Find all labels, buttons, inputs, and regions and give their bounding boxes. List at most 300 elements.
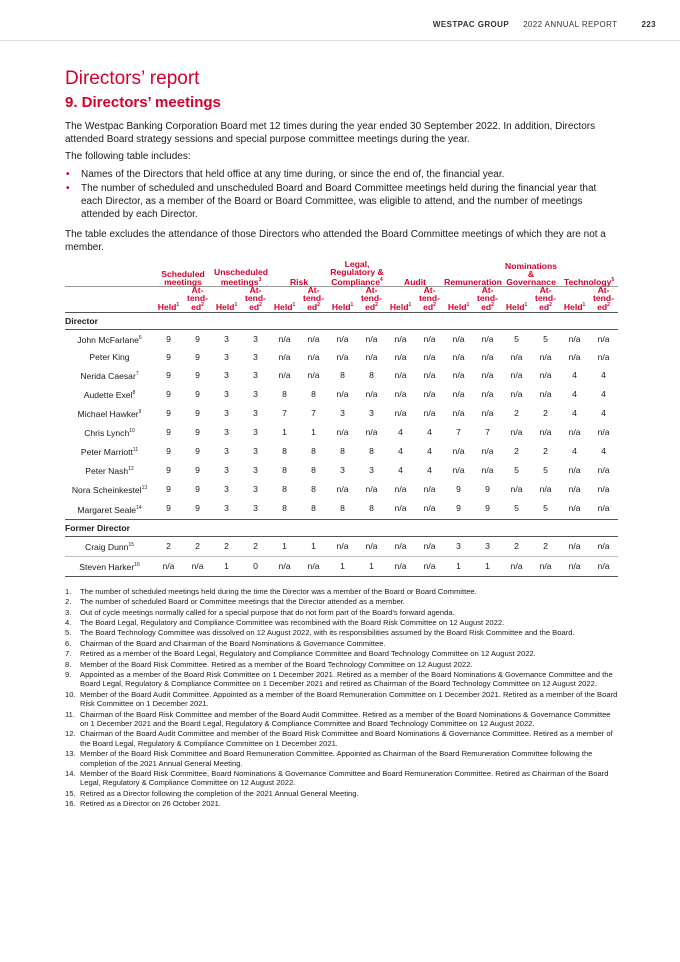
meeting-count-cell: n/a [568, 351, 581, 362]
bullet-item [65, 169, 618, 182]
meeting-count-cell: 5 [543, 333, 548, 344]
meeting-count-cell: 1 [212, 556, 241, 576]
meeting-count-cell: 3 [485, 540, 490, 551]
meeting-count-cell: 4 [572, 389, 577, 400]
superscript-ref: 1 [582, 302, 586, 309]
meeting-count-cell: n/a [299, 556, 328, 576]
held-label: Held [215, 302, 235, 313]
footnote-item [65, 789, 618, 798]
meeting-count-cell: 3 [253, 351, 258, 362]
meeting-count-cell: 9 [166, 465, 171, 476]
director-name-cell [65, 480, 154, 499]
meeting-count-cell: n/a [539, 389, 552, 400]
director-name-cell [65, 366, 154, 385]
meeting-count-cell: n/a [481, 389, 494, 400]
meeting-count-cell: n/a [510, 427, 523, 438]
group-label: Nominations & Governance [505, 261, 558, 288]
table-section-row [65, 312, 618, 329]
held-header [270, 287, 299, 313]
meeting-count-cell: 3 [224, 427, 229, 438]
director-name-cell [65, 349, 154, 366]
meeting-count-cell: 4 [601, 370, 606, 381]
footnote-number: 10. [65, 689, 76, 699]
meeting-count-cell: 3 [224, 446, 229, 457]
superscript-ref: 1 [524, 302, 528, 309]
meeting-count-cell: 9 [195, 427, 200, 438]
meeting-count-cell: 9 [195, 408, 200, 419]
group-label: Unscheduled meetings [214, 267, 268, 288]
meeting-count-cell: n/a [415, 556, 444, 576]
company-name: WESTPAC GROUP [432, 20, 510, 29]
meeting-count-cell: 5 [514, 333, 519, 344]
footnote-text: Retired as a member of the Board Legal, Regulatory and Compliance Committee and Board Technology Committee on 12 August 2022. [80, 649, 536, 659]
meeting-count-cell: n/a [365, 333, 378, 344]
meeting-count-cell: 3 [253, 389, 258, 400]
director-name: Margaret Seale [77, 504, 137, 515]
footnote-text: Member of the Board Risk Committee and Board Remuneration Committee. Appointed as Chairman of the Board Remuneration Committee following the completion of the 2021 Annual General Meeting. [80, 749, 593, 768]
meeting-count-cell: n/a [510, 370, 523, 381]
superscript-ref: 2 [549, 302, 552, 309]
exclusion-note: The table excludes the attendance of those Directors who attended the Board Committee meetings of which they are not a member. [65, 229, 606, 253]
meeting-count-cell: 5 [514, 503, 519, 514]
meeting-count-cell: 2 [253, 540, 258, 551]
footnote-item [65, 799, 618, 808]
table-row [65, 349, 618, 366]
meeting-count-cell: n/a [386, 556, 415, 576]
meeting-count-cell: 9 [195, 333, 200, 344]
meeting-count-cell: 3 [253, 503, 258, 514]
meeting-count-cell: n/a [481, 408, 494, 419]
meeting-count-cell: 7 [311, 408, 316, 419]
meeting-count-cell: 3 [224, 408, 229, 419]
attended-header [357, 287, 386, 313]
superscript-ref: 5 [611, 277, 615, 284]
page-number: 223 [641, 20, 656, 29]
meeting-count-cell: 4 [572, 370, 577, 381]
meeting-count-cell: 2 [514, 540, 519, 551]
table-row [65, 423, 618, 442]
superscript-ref: 16 [134, 561, 140, 568]
superscript-ref: 14 [136, 504, 142, 511]
bullet-icon: • [66, 168, 70, 180]
meeting-count-cell: n/a [452, 408, 465, 419]
footnote-text: The number of scheduled meetings held during the time the Director was a member of the Board or Board Committee. [80, 586, 477, 596]
bullet-item [65, 183, 618, 221]
meeting-count-cell: n/a [394, 484, 407, 495]
meeting-count-cell: 3 [456, 540, 461, 551]
meeting-count-cell: 9 [456, 484, 461, 495]
footnote-text: Chairman of the Board and Chairman of the Board Nominations & Governance Committee. [80, 638, 386, 648]
meeting-count-cell: n/a [336, 389, 349, 400]
meeting-count-cell: n/a [336, 351, 349, 362]
running-header [433, 20, 656, 29]
held-label: Held [447, 302, 467, 313]
superscript-ref: 2 [607, 302, 610, 309]
attended-label: At-tend-ed [535, 285, 557, 313]
footnote-text: Retired as a Director following the completion of the 2021 Annual General Meeting. [80, 788, 359, 798]
meeting-count-cell: 1 [311, 427, 316, 438]
meeting-count-cell: 4 [427, 465, 432, 476]
meeting-count-cell: n/a [452, 351, 465, 362]
attended-label: At-tend-ed [245, 285, 267, 313]
footnote-text: Retired as a Director on 26 October 2021. [80, 799, 221, 809]
meeting-count-cell: n/a [597, 503, 610, 514]
meeting-count-cell: n/a [597, 333, 610, 344]
meeting-count-cell: 8 [282, 446, 287, 457]
meeting-count-cell: 1 [473, 556, 502, 576]
superscript-ref: 9 [138, 409, 142, 416]
meeting-count-cell: 9 [485, 503, 490, 514]
footnote-number: 5. [65, 628, 72, 638]
director-name: Steven Harker [79, 561, 135, 572]
meeting-count-cell: 1 [328, 556, 357, 576]
superscript-ref: 10 [129, 428, 135, 435]
meeting-count-cell: 3 [253, 333, 258, 344]
attended-header [473, 287, 502, 313]
meeting-count-cell: n/a [481, 333, 494, 344]
table-row [65, 556, 618, 576]
meeting-count-cell: n/a [423, 503, 436, 514]
meeting-count-cell: 8 [282, 465, 287, 476]
meeting-count-cell: 9 [166, 333, 171, 344]
column-group-header [270, 260, 328, 286]
footnote-number: 11. [65, 709, 75, 719]
director-name-cell [65, 404, 154, 423]
held-header [328, 287, 357, 313]
footnote-text: Chairman of the Board Risk Committee and member of the Board Audit Committee. Retired as a member of the Board Nominations & Governance Committee on 1 December 2021 and the Board Legal, Regulatory & Compliance Committee and Board Technology Committee on 12 August 2022. [80, 709, 611, 729]
attended-label: At-tend-ed [187, 285, 209, 313]
footnote-number: 3. [65, 607, 72, 617]
group-label: Scheduled meetings [161, 269, 205, 288]
meeting-count-cell: 3 [340, 408, 345, 419]
superscript-ref: 2 [375, 302, 378, 309]
section-label: Director [65, 312, 618, 329]
superscript-ref: 1 [408, 302, 412, 309]
meeting-count-cell: 3 [224, 484, 229, 495]
meeting-count-cell: n/a [568, 540, 581, 551]
table-row [65, 480, 618, 499]
meeting-count-cell: n/a [597, 351, 610, 362]
name-column-header [65, 287, 154, 313]
meeting-count-cell: n/a [423, 389, 436, 400]
director-name: Michael Hawker [77, 409, 139, 420]
held-header [386, 287, 415, 313]
meeting-count-cell: n/a [365, 351, 378, 362]
bullet-list [65, 169, 618, 221]
meeting-count-cell: n/a [481, 465, 494, 476]
meeting-count-cell: 9 [195, 484, 200, 495]
meeting-count-cell: n/a [568, 427, 581, 438]
meeting-count-cell: 8 [282, 503, 287, 514]
table-row [65, 366, 618, 385]
group-label: Legal, Regulatory & Compliance [330, 259, 384, 288]
meeting-count-cell: 4 [601, 389, 606, 400]
director-name: Peter Marriott [80, 447, 133, 458]
meeting-count-cell: n/a [452, 333, 465, 344]
attended-header [415, 287, 444, 313]
meeting-count-cell: 8 [282, 389, 287, 400]
meeting-count-cell: n/a [568, 333, 581, 344]
meeting-count-cell: n/a [423, 333, 436, 344]
table-row [65, 461, 618, 480]
intro-paragraph: The Westpac Banking Corporation Board met 12 times during the year ended 30 September 2022. In addition, Directors attended Board strategy sessions and special purpose committee meetings during the year. [65, 121, 596, 145]
meeting-count-cell: 9 [166, 351, 171, 362]
footnote-text: The Board Legal, Regulatory and Compliance Committee was recombined with the Board Risk Committee on 12 August 2022. [80, 617, 505, 627]
table-section-row [65, 519, 618, 536]
footnote-item [65, 710, 618, 729]
meeting-count-cell: 8 [369, 370, 374, 381]
superscript-ref: 2 [259, 302, 262, 309]
director-name: Nerida Caesar [80, 370, 136, 381]
meeting-count-cell: 9 [166, 503, 171, 514]
meeting-count-cell: 2 [514, 408, 519, 419]
footnote-item [65, 660, 618, 669]
meeting-count-cell: 3 [369, 408, 374, 419]
superscript-ref: 8 [132, 390, 136, 397]
footnote-number: 15. [65, 788, 76, 798]
meeting-count-cell: 4 [601, 446, 606, 457]
footnote-item [65, 690, 618, 709]
meeting-count-cell: 1 [282, 427, 287, 438]
meeting-count-cell: 9 [195, 389, 200, 400]
meeting-count-cell: n/a [278, 333, 291, 344]
meeting-count-cell: 7 [485, 427, 490, 438]
superscript-ref: 1 [466, 302, 470, 309]
meeting-count-cell: 9 [166, 446, 171, 457]
meeting-count-cell: n/a [510, 389, 523, 400]
held-header [560, 287, 589, 313]
meeting-count-cell: 8 [369, 503, 374, 514]
table-row [65, 500, 618, 520]
meeting-count-cell: 9 [166, 370, 171, 381]
held-label: Held [505, 302, 525, 313]
table-row [65, 442, 618, 461]
footnote-item [65, 628, 618, 637]
attended-header [589, 287, 618, 313]
meeting-count-cell: n/a [539, 370, 552, 381]
meeting-count-cell: 9 [195, 351, 200, 362]
meeting-count-cell: n/a [589, 556, 618, 576]
meeting-count-cell: 5 [514, 465, 519, 476]
meeting-count-cell: n/a [154, 556, 183, 576]
footnote-number: 9. [65, 669, 72, 679]
meeting-count-cell: 9 [485, 484, 490, 495]
meeting-count-cell: n/a [568, 503, 581, 514]
superscript-ref: 2 [433, 302, 436, 309]
meeting-count-cell: n/a [278, 370, 291, 381]
meeting-count-cell: n/a [365, 389, 378, 400]
meeting-count-cell: n/a [502, 556, 531, 576]
meeting-count-cell: 3 [340, 465, 345, 476]
superscript-ref: 2 [317, 302, 320, 309]
meeting-count-cell: 9 [166, 408, 171, 419]
meeting-count-cell: 3 [253, 465, 258, 476]
meeting-count-cell: 4 [601, 408, 606, 419]
superscript-ref: 3 [258, 277, 262, 284]
superscript-ref: 1 [292, 302, 296, 309]
meeting-count-cell: 8 [340, 503, 345, 514]
footnote-number: 2. [65, 597, 72, 607]
blank-header-cell [65, 260, 154, 286]
column-group-header [386, 260, 444, 286]
meeting-count-cell: 8 [311, 503, 316, 514]
meeting-count-cell: 3 [224, 370, 229, 381]
subheader-row [65, 287, 618, 313]
column-group-header [154, 260, 212, 286]
footnote-number: 12. [65, 729, 76, 739]
superscript-ref: 11 [132, 447, 139, 454]
meeting-count-cell: n/a [365, 484, 378, 495]
group-label: Audit [404, 277, 427, 288]
group-label: Technology [563, 277, 612, 288]
footnote-item [65, 587, 618, 596]
attended-label: At-tend-ed [361, 285, 383, 313]
footnote-number: 16. [65, 799, 76, 809]
meeting-count-cell: 4 [427, 446, 432, 457]
held-header [502, 287, 531, 313]
meeting-count-cell: 8 [311, 446, 316, 457]
footnote-item [65, 729, 618, 748]
meeting-count-cell: 3 [224, 465, 229, 476]
meeting-count-cell: 9 [195, 446, 200, 457]
superscript-ref: 13 [141, 485, 148, 492]
meeting-count-cell: n/a [531, 556, 560, 576]
meeting-count-cell: n/a [423, 351, 436, 362]
meeting-count-cell: n/a [183, 556, 212, 576]
meeting-count-cell: 2 [195, 540, 200, 551]
director-name: Nora Scheinkestel [71, 485, 142, 496]
meeting-count-cell: 1 [311, 540, 316, 551]
column-group-header [444, 260, 502, 286]
meeting-count-cell: n/a [394, 540, 407, 551]
meeting-count-cell: n/a [452, 370, 465, 381]
director-name-cell [65, 500, 154, 520]
superscript-ref: 12 [128, 466, 134, 473]
footnote-number: 4. [65, 617, 72, 627]
meeting-count-cell: 8 [311, 465, 316, 476]
footnote-text: Out of cycle meetings normally called for a special purpose that do not form part of the Board’s forward agenda. [80, 607, 455, 617]
footnote-text: Member of the Board Risk Committee. Retired as a member of the Board Technology Committee on 12 August 2022. [80, 659, 473, 669]
meeting-count-cell: 9 [166, 389, 171, 400]
meeting-count-cell: 4 [572, 446, 577, 457]
footnote-item [65, 597, 618, 606]
held-label: Held [389, 302, 409, 313]
meeting-count-cell: 9 [195, 370, 200, 381]
meeting-count-cell: n/a [423, 408, 436, 419]
meeting-count-cell: 2 [514, 446, 519, 457]
table-row [65, 329, 618, 349]
meeting-count-cell: n/a [481, 351, 494, 362]
attended-header [299, 287, 328, 313]
meeting-count-cell: 5 [543, 465, 548, 476]
held-label: Held [157, 302, 177, 313]
held-header [212, 287, 241, 313]
director-name-cell [65, 385, 154, 404]
attended-header [531, 287, 560, 313]
meeting-count-cell: n/a [336, 427, 349, 438]
meeting-count-cell: 8 [369, 446, 374, 457]
held-header [444, 287, 473, 313]
meeting-count-cell: n/a [597, 540, 610, 551]
footnote-number: 7. [65, 649, 72, 659]
footnote-item [65, 608, 618, 617]
meeting-count-cell: n/a [336, 484, 349, 495]
footnote-item [65, 618, 618, 627]
meeting-count-cell: n/a [452, 465, 465, 476]
meeting-count-cell: n/a [539, 427, 552, 438]
meeting-count-cell: n/a [278, 351, 291, 362]
meeting-count-cell: n/a [510, 484, 523, 495]
held-label: Held [273, 302, 293, 313]
meeting-count-cell: 3 [253, 408, 258, 419]
footnote-text: Member of the Board Audit Committee. Appointed as a member of the Board Remuneration Committee on 1 December 2021. Retired as a member of the Board Risk Committee on 1 December 2021. [80, 689, 618, 709]
meeting-count-cell: 4 [572, 408, 577, 419]
bullet-icon: • [66, 183, 70, 195]
meeting-count-cell: n/a [365, 540, 378, 551]
group-label: Risk [289, 277, 309, 288]
meeting-count-cell: 0 [241, 556, 270, 576]
main-content [65, 66, 618, 810]
director-name: Peter King [89, 351, 130, 362]
section-label: Former Director [65, 519, 618, 536]
held-label: Held [563, 302, 583, 313]
meeting-count-cell: 2 [543, 408, 548, 419]
report-title: 2022 ANNUAL REPORT [523, 20, 618, 29]
meeting-count-cell: 8 [340, 370, 345, 381]
meeting-count-cell: 4 [398, 427, 403, 438]
meeting-count-cell: n/a [510, 351, 523, 362]
director-name: Chris Lynch [84, 428, 130, 439]
meeting-count-cell: 2 [543, 446, 548, 457]
director-name: John McFarlane [77, 334, 139, 345]
superscript-ref: 1 [350, 302, 354, 309]
director-name-cell [65, 556, 154, 576]
meeting-count-cell: n/a [423, 540, 436, 551]
superscript-ref: 7 [135, 371, 139, 378]
meeting-count-cell: 3 [253, 446, 258, 457]
meeting-count-cell: 3 [224, 351, 229, 362]
meeting-count-cell: n/a [423, 370, 436, 381]
meeting-count-cell: 9 [166, 427, 171, 438]
table-row [65, 536, 618, 556]
footnote-number: 13. [65, 749, 76, 759]
footnote-number: 14. [65, 769, 76, 779]
footnote-number: 1. [65, 586, 72, 596]
footnote-number: 6. [65, 638, 72, 648]
attended-label: At-tend-ed [419, 285, 441, 313]
meeting-count-cell: 3 [253, 427, 258, 438]
meeting-count-cell: n/a [394, 389, 407, 400]
meeting-count-cell: 5 [543, 503, 548, 514]
meeting-count-cell: n/a [307, 370, 320, 381]
meeting-count-cell: 2 [166, 540, 171, 551]
meeting-count-cell: 9 [456, 503, 461, 514]
held-header [154, 287, 183, 313]
meeting-count-cell: n/a [270, 556, 299, 576]
meeting-count-cell: 1 [282, 540, 287, 551]
meeting-count-cell: n/a [539, 351, 552, 362]
table-row [65, 385, 618, 404]
meeting-count-cell: n/a [568, 484, 581, 495]
meeting-count-cell: 9 [195, 465, 200, 476]
footnote-item [65, 639, 618, 648]
bullet-text: The number of scheduled and unscheduled Board and Board Committee meetings held during the financial year that each Director, as a member of the Board or Board Committee, was eligible to attend, and the number of meetings attended by each Director. [81, 183, 597, 220]
superscript-ref: 1 [234, 302, 238, 309]
director-name: Audette Exel [83, 390, 133, 401]
meeting-count-cell: 4 [427, 427, 432, 438]
meeting-count-cell: n/a [423, 484, 436, 495]
section-title: Directors’ report [65, 68, 200, 89]
